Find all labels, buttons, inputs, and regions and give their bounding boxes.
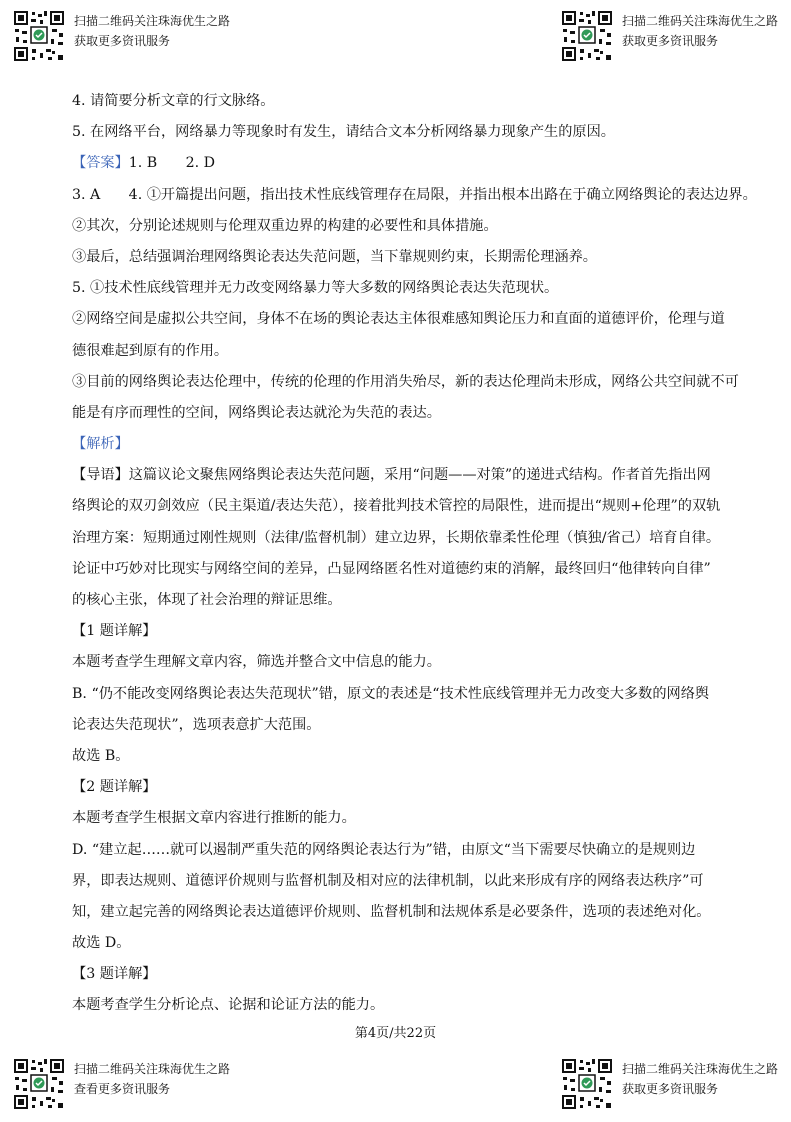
- analysis-text-line: 【导语】这篇议论文聚焦网络舆论表达失范问题，采用“问题——对策”的递进式结构。作者首先指出网: [72, 467, 711, 484]
- corner-line2: 获取更多资讯服务: [74, 34, 171, 48]
- qr-code-icon: [12, 1057, 66, 1111]
- qr-code-icon: [560, 9, 614, 63]
- analysis-text-line: 的核心主张，体现了社会治理的辩证思维。: [72, 592, 342, 608]
- corner-text: [74, 11, 230, 51]
- corner-top-left: [12, 9, 230, 63]
- document-body: [72, 92, 757, 1028]
- detail-text-line: 故选 D。: [72, 935, 131, 952]
- corner-top-right: [560, 9, 778, 63]
- answer-line: [72, 154, 724, 185]
- page-number: 第4页/共22页: [354, 1026, 437, 1041]
- answer-1-2: 1. B 2. D: [128, 155, 216, 172]
- answer-text-line: 能是有序而理性的空间，网络舆论表达就沦为失范的表达。: [72, 404, 441, 421]
- answer-text-line: 德很难起到原有的作用。: [72, 342, 229, 359]
- detail-text-line: B. “仍不能改变网络舆论表达失范现状”错，原文的表述是“技术性底线管理并无力改变大多数的网络舆: [72, 685, 710, 702]
- answer-text-line: ②其次，分别论述规则与伦理双重边界的构建的必要性和具体措施。: [72, 217, 498, 234]
- question-4: 4. 请简要分析文章的行文脉络。: [72, 93, 275, 109]
- corner-line1: 扫描二维码关注珠海优生之路: [622, 1062, 779, 1076]
- answer-3-4: 3. A 4. ①开篇提出问题，指出技术性底线管理存在局限，并指出根本出路在于确立网络舆论的表达边界。: [72, 186, 757, 203]
- qr-code-icon: [560, 1057, 614, 1111]
- corner-text: [74, 1059, 230, 1099]
- detail-text-line: 本题考查学生理解文章内容，筛选并整合文中信息的能力。: [72, 654, 441, 671]
- detail-text-line: 本题考查学生分析论点、论据和论证方法的能力。: [72, 997, 385, 1014]
- answer-text-line: 5. ①技术性底线管理并无力改变网络暴力等大多数的网络舆论表达失范现状。: [72, 280, 559, 297]
- corner-line1: 扫描二维码关注珠海优生之路: [74, 1062, 231, 1076]
- corner-line2: 获取更多资讯服务: [622, 1082, 719, 1096]
- analysis-text-line: 络舆论的双刃剑效应（民主渠道/表达失范），接着批判技术管控的局限性，进而提出“规则+伦理”的双轨: [72, 498, 721, 515]
- corner-line2: 查看更多资讯服务: [74, 1082, 171, 1096]
- analysis-heading: 【解析】: [72, 436, 129, 453]
- detail-text-line: 故选 B。: [72, 747, 130, 764]
- detail-text-line: 知，建立起完善的网络舆论表达道德评价规则、监督机制和法规体系是必要条件，选项的表述绝对化。: [72, 903, 711, 920]
- detail-text-line: D. “建立起……就可以遏制严重失范的网络舆论表达行为”错，由原文“当下需要尽快确立的是规则边: [72, 841, 696, 858]
- detail-2-heading: 【2 题详解】: [72, 779, 157, 796]
- corner-text: [622, 11, 778, 51]
- analysis-text-line: 治理方案：短期通过刚性规则（法律/监督机制）建立边界，长期依靠柔性伦理（慎独/省己）培育自律。: [72, 529, 721, 546]
- detail-text-line: 论表达失范现状”，选项表意扩大范围。: [72, 716, 321, 733]
- answer-heading: 【答案】: [72, 155, 129, 172]
- answer-text-line: ③目前的网络舆论表达伦理中，传统的伦理的作用消失殆尽，新的表达伦理尚未形成，网络公共空间就不可: [72, 373, 739, 390]
- detail-text-line: 界，即表达规则、道德评价规则与监督机制及相对应的法律机制，以此来形成有序的网络表达秩序”可: [72, 872, 704, 889]
- detail-3-heading: 【3 题详解】: [72, 966, 157, 983]
- answer-text-line: ②网络空间是虚拟公共空间，身体不在场的舆论表达主体很难感知舆论压力和直面的道德评价，伦理与道: [72, 311, 725, 328]
- detail-text-line: 本题考查学生根据文章内容进行推断的能力。: [72, 810, 356, 827]
- corner-bottom-left: [12, 1057, 230, 1111]
- corner-line1: 扫描二维码关注珠海优生之路: [622, 14, 779, 28]
- detail-1-heading: 【1 题详解】: [72, 623, 157, 640]
- answer-text-line: ③最后，总结强调治理网络舆论表达失范问题，当下靠规则约束，长期需伦理涵养。: [72, 248, 597, 265]
- question-5: 5. 在网络平台，网络暴力等现象时有发生，请结合文本分析网络暴力现象产生的原因。: [72, 124, 615, 141]
- analysis-text-line: 论证中巧妙对比现实与网络空间的差异，凸显网络匿名性对道德约束的消解，最终回归“他律转向自律”: [72, 560, 711, 577]
- corner-line2: 获取更多资讯服务: [622, 34, 719, 48]
- qr-code-icon: [12, 9, 66, 63]
- corner-line1: 扫描二维码关注珠海优生之路: [74, 14, 231, 28]
- corner-text: [622, 1059, 778, 1099]
- corner-bottom-right: [560, 1057, 778, 1111]
